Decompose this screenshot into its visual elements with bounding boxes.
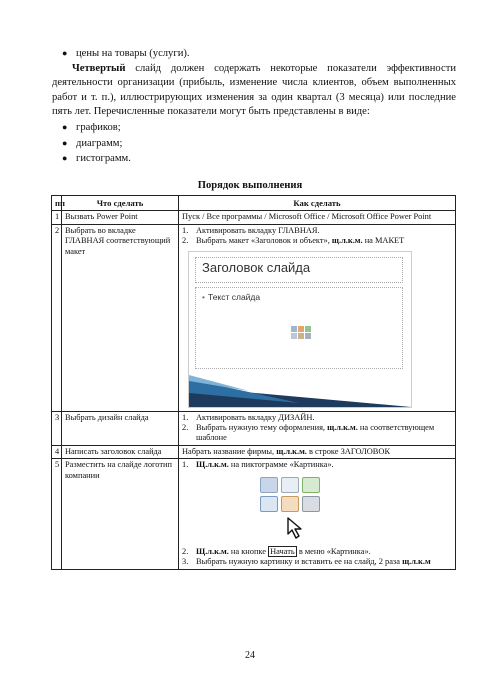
step-how — [179, 224, 456, 411]
list-item-text: Выбрать нужную тему оформления, щ.л.к.м. на соответствующем шаблоне — [196, 423, 435, 443]
step-what: Выбрать дизайн слайда — [62, 411, 179, 445]
smartart-icon — [302, 477, 320, 493]
bullet-icon: ● — [62, 153, 68, 164]
list-item-text: Щ.л.к.м. на кнопке Начать в меню «Картинка». — [196, 547, 371, 557]
bullet-icon: ● — [62, 137, 68, 148]
table-row — [52, 224, 456, 411]
list-item: 1. Щ.л.к.м. на пиктограмме «Картинка». — [182, 460, 334, 470]
clipart-icon — [281, 496, 299, 512]
column-header: Как сделать — [179, 196, 456, 211]
mouse-cursor-icon — [286, 516, 308, 540]
list-item: 2. Щ.л.к.м. на кнопке Начать в меню «Картинка». — [182, 547, 371, 557]
list-item-text: диаграмм; — [76, 137, 123, 149]
paragraph — [52, 62, 456, 120]
how-list — [182, 547, 452, 568]
column-header: Что сделать — [62, 196, 179, 211]
paragraph-bold: Четвертый — [72, 62, 126, 74]
insert-icon-grid — [260, 477, 330, 512]
step-how: Пуск / Все программы / Microsoft Office / Microsoft Office Power Point — [179, 211, 456, 224]
list-item — [52, 151, 456, 167]
list-item — [52, 46, 456, 62]
slide-title-placeholder: Заголовок слайда — [195, 257, 403, 283]
list-item: 1. Активировать вкладку ДИЗАЙН. — [182, 412, 315, 422]
page-number: 24 — [245, 650, 255, 661]
step-what: Написать заголовок слайда — [62, 445, 179, 458]
list-item-text: Активировать вкладку ГЛАВНАЯ. — [196, 225, 320, 235]
step-how: Набрать название фирмы, щ.л.к.м. в строке ЗАГОЛОВОК — [179, 445, 456, 458]
list-item-text: Выбрать нужную картинку и вставить ее на слайд, 2 раза щ.л.к.м — [196, 557, 431, 567]
column-header: пп — [52, 196, 62, 211]
procedure-table — [51, 195, 456, 570]
step-number: 2 — [52, 224, 62, 411]
chart-icon — [281, 477, 299, 493]
table-header-row — [52, 196, 456, 211]
step-number: 4 — [52, 445, 62, 458]
table-row — [52, 459, 456, 570]
list-item-text: гистограмм. — [76, 153, 131, 165]
how-list — [182, 413, 452, 444]
table-row — [52, 411, 456, 445]
list-item-text: Активировать вкладку ДИЗАЙН. — [196, 412, 315, 422]
step-how — [179, 411, 456, 445]
insert-icons-preview — [260, 477, 330, 543]
table-row — [52, 445, 456, 458]
step-what: Вызвать Power Point — [62, 211, 179, 224]
list-item-text: Выбрать макет «Заголовок и объект», щ.л.к.м. на МАКЕТ — [196, 236, 405, 246]
paragraph-text: слайд должен содержать некоторые показатели эффективности деятельности организации (прибыль, изменение числа клиентов, объем выполненных работ и т. п.), иллюстрирующих изменения за один квартал (3 месяца) или последние пять лет. Перечисленные показатели могут быть представлены в виде: — [52, 62, 456, 118]
bullet-icon: ● — [62, 121, 68, 132]
section-heading: Порядок выполнения — [197, 180, 303, 191]
list-item: 1. Активировать вкладку ГЛАВНАЯ. — [182, 225, 320, 235]
start-button-label: Начать — [270, 547, 295, 557]
how-list — [182, 226, 452, 247]
slide-text: Текст слайда — [207, 291, 261, 302]
step-number: 5 — [52, 459, 62, 570]
table-icon — [260, 477, 278, 493]
slide-layout-preview — [188, 251, 412, 408]
list-item-text: цены на товары (услуги). — [76, 48, 190, 59]
step-what: Разместить на слайде логотип компании — [62, 459, 179, 570]
list-item — [52, 120, 456, 136]
slide-decoration — [189, 373, 411, 407]
bullet-icon: ● — [62, 48, 68, 58]
how-list — [182, 460, 452, 470]
step-number: 1 — [52, 211, 62, 224]
list-item: 2. Выбрать нужную тему оформления, щ.л.к.м. на соответствующем шаблоне — [182, 423, 452, 444]
list-item: 2. Выбрать макет «Заголовок и объект», щ.л.к.м. на МАКЕТ — [182, 236, 405, 246]
list-item-text: Щ.л.к.м. на пиктограмме «Картинка». — [196, 460, 334, 470]
content-icons — [291, 326, 311, 340]
bullet-icon: • — [202, 291, 205, 302]
step-number: 3 — [52, 411, 62, 445]
picture-icon — [260, 496, 278, 512]
list-item: 3. Выбрать нужную картинку и вставить ее на слайд, 2 раза щ.л.к.м — [182, 557, 431, 567]
step-how — [179, 459, 456, 570]
intro-text — [52, 46, 456, 167]
list-item — [52, 136, 456, 152]
slide-content-placeholder — [195, 287, 403, 369]
list-item-text: графиков; — [76, 121, 121, 133]
table-row — [52, 211, 456, 224]
media-icon — [302, 496, 320, 512]
step-what: Выбрать во вкладке ГЛАВНАЯ соответствующий макет — [62, 224, 179, 411]
